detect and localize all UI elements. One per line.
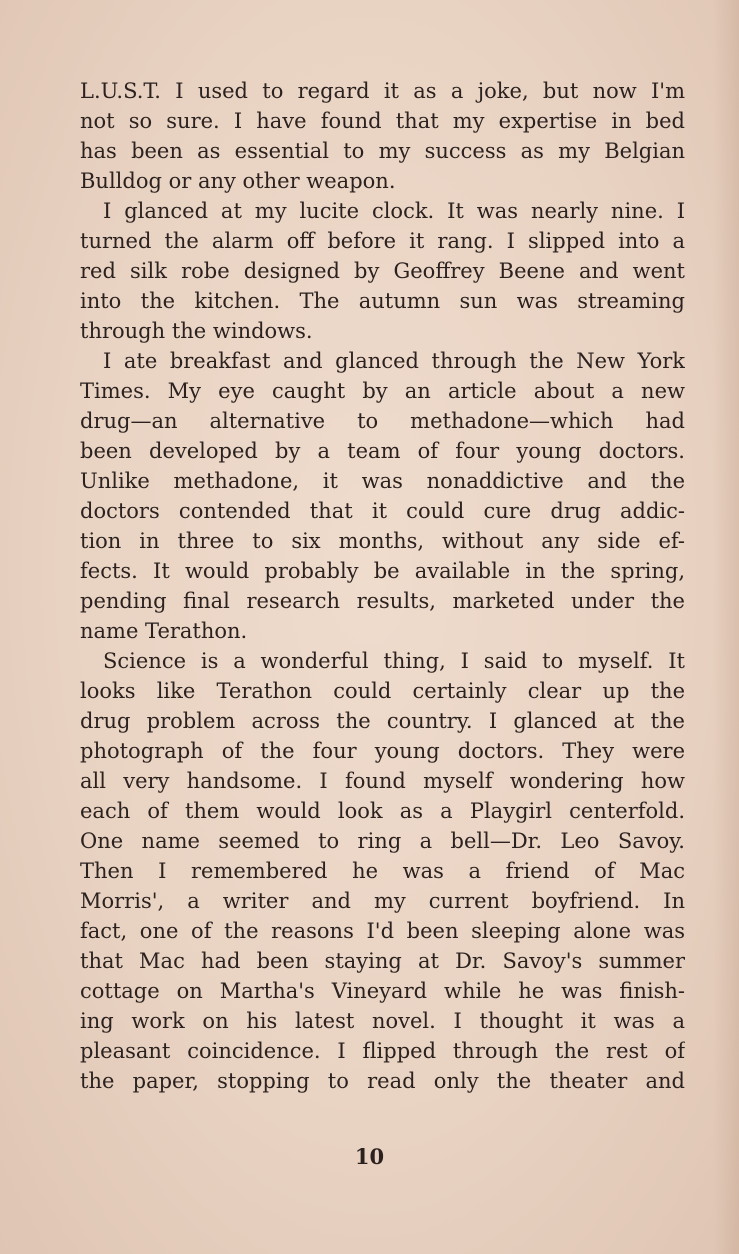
text-line: tion in three to six months, without any side ef-	[80, 529, 685, 553]
text-line: L.U.S.T. I used to regard it as a joke, but now I'm	[80, 79, 685, 103]
text-line: looks like Terathon could certainly clear up the	[80, 679, 685, 703]
text-line: Unlike methadone, it was nonaddictive and the	[80, 469, 685, 493]
text-line: all very handsome. I found myself wondering how	[80, 769, 685, 793]
text-line: has been as essential to my success as my Belgian	[80, 139, 685, 163]
body-text	[80, 76, 685, 1096]
text-line: Times. My eye caught by an article about a new	[80, 379, 685, 403]
text-line: Then I remembered he was a friend of Mac	[80, 859, 685, 883]
text-line: been developed by a team of four young doctors.	[80, 439, 685, 463]
text-line: turned the alarm off before it rang. I slipped into a	[80, 229, 685, 253]
text-line: fects. It would probably be available in the spring,	[80, 559, 685, 583]
text-line: name Terathon.	[80, 619, 248, 643]
text-line: that Mac had been staying at Dr. Savoy's summer	[80, 949, 685, 973]
text-line: Bulldog or any other weapon.	[80, 169, 396, 193]
text-line: pleasant coincidence. I flipped through the rest of	[80, 1039, 685, 1063]
page-number: 10	[354, 1144, 385, 1169]
text-line: drug—an alternative to methadone—which had	[80, 409, 685, 433]
text-line: red silk robe designed by Geoffrey Beene and went	[80, 259, 685, 283]
text-line: I ate breakfast and glanced through the New York	[103, 349, 685, 373]
text-line: Science is a wonderful thing, I said to myself. It	[103, 649, 685, 673]
text-line: doctors contended that it could cure drug addic-	[80, 499, 685, 523]
text-line: through the windows.	[80, 319, 313, 343]
text-line: each of them would look as a Playgirl centerfold.	[80, 799, 685, 823]
text-line: the paper, stopping to read only the theater and	[80, 1069, 685, 1093]
text-line: drug problem across the country. I glanced at the	[80, 709, 685, 733]
text-line: not so sure. I have found that my expertise in bed	[80, 109, 685, 133]
text-line: cottage on Martha's Vineyard while he was finish-	[80, 979, 685, 1003]
text-line: fact, one of the reasons I'd been sleeping alone was	[80, 919, 685, 943]
text-line: into the kitchen. The autumn sun was streaming	[80, 289, 685, 313]
text-line: ing work on his latest novel. I thought it was a	[80, 1009, 685, 1033]
text-line: I glanced at my lucite clock. It was nearly nine. I	[103, 199, 685, 223]
text-line: One name seemed to ring a bell—Dr. Leo Savoy.	[80, 829, 685, 853]
text-line: pending final research results, marketed under the	[80, 589, 685, 613]
text-line: Morris', a writer and my current boyfriend. In	[80, 889, 685, 913]
text-line: photograph of the four young doctors. They were	[80, 739, 685, 763]
